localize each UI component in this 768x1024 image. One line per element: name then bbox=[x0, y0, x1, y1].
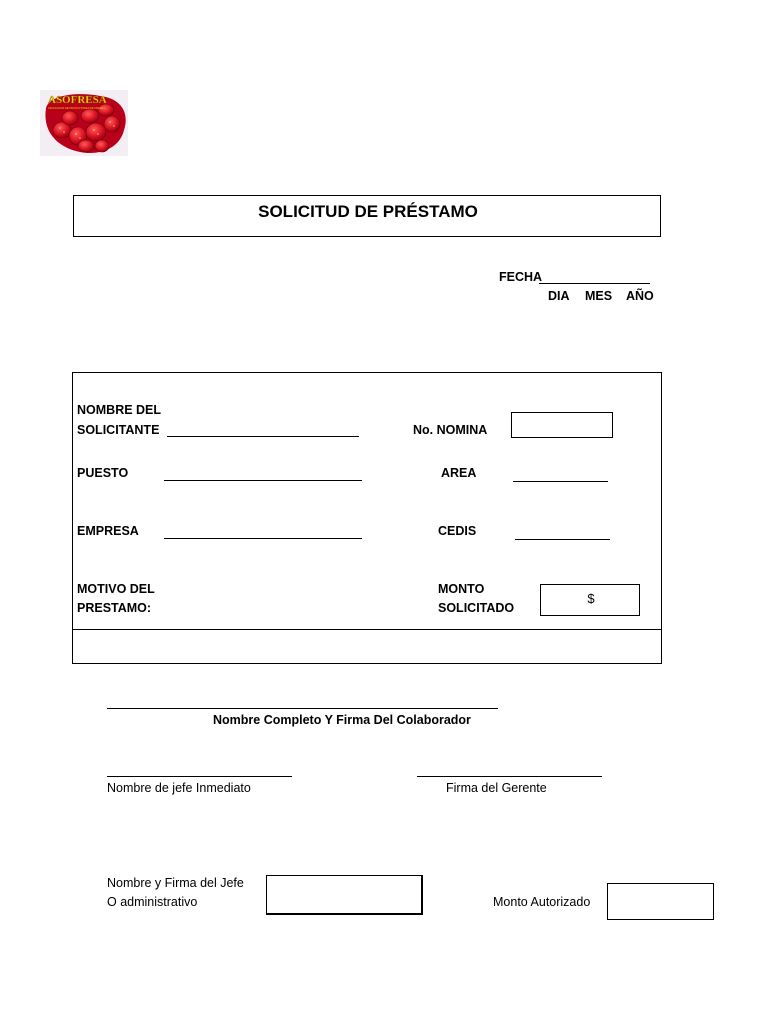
form-divider bbox=[72, 629, 662, 630]
fecha-label: FECHA bbox=[499, 270, 543, 284]
monto-field[interactable] bbox=[540, 584, 640, 616]
nomina-field[interactable] bbox=[511, 412, 613, 438]
asofresa-logo bbox=[40, 90, 128, 156]
motivo-label-line1: MOTIVO DEL bbox=[77, 582, 155, 596]
monto-autorizado-box[interactable] bbox=[607, 883, 714, 920]
ano-label: AÑO bbox=[626, 289, 654, 303]
solicitante-field[interactable] bbox=[167, 436, 359, 437]
monto-label-line1: MONTO bbox=[438, 582, 485, 596]
jefe-inmediato-line[interactable] bbox=[107, 776, 292, 777]
colaborador-signature-line[interactable] bbox=[107, 708, 498, 709]
colaborador-signature-label: Nombre Completo Y Firma Del Colaborador bbox=[213, 713, 471, 727]
jefe-admin-label-line2: O administrativo bbox=[107, 895, 198, 909]
jefe-admin-label-line1: Nombre y Firma del Jefe bbox=[107, 876, 244, 890]
page-title: SOLICITUD DE PRÉSTAMO bbox=[258, 202, 478, 221]
cedis-field[interactable] bbox=[515, 539, 610, 540]
puesto-label: PUESTO bbox=[77, 466, 129, 480]
logo-tagline: ASOCIACION DE PRODUCTORES DE FRESA bbox=[48, 107, 104, 110]
currency-symbol: $ bbox=[587, 591, 595, 606]
motivo-label-line2: PRESTAMO: bbox=[77, 601, 152, 615]
solicitante-label-line2: SOLICITANTE bbox=[77, 423, 160, 437]
cedis-label: CEDIS bbox=[438, 524, 477, 538]
gerente-line[interactable] bbox=[417, 776, 602, 777]
empresa-field[interactable] bbox=[164, 538, 362, 539]
area-field[interactable] bbox=[513, 481, 608, 482]
area-label: AREA bbox=[441, 466, 477, 480]
empresa-label: EMPRESA bbox=[77, 524, 139, 538]
gerente-label: Firma del Gerente bbox=[446, 781, 547, 795]
title-box bbox=[73, 195, 661, 237]
logo-brand-text: ASOFRESA bbox=[48, 94, 107, 106]
puesto-field[interactable] bbox=[164, 480, 362, 481]
dia-label: DIA bbox=[548, 289, 570, 303]
jefe-admin-signature-box[interactable] bbox=[266, 875, 423, 915]
solicitante-label-line1: NOMBRE DEL bbox=[77, 403, 162, 417]
monto-autorizado-label: Monto Autorizado bbox=[493, 895, 591, 909]
monto-label-line2: SOLICITADO bbox=[438, 601, 515, 615]
nomina-label: No. NOMINA bbox=[413, 423, 488, 437]
mes-label: MES bbox=[585, 289, 613, 303]
fecha-line[interactable] bbox=[539, 283, 650, 284]
jefe-inmediato-label: Nombre de jefe Inmediato bbox=[107, 781, 251, 795]
